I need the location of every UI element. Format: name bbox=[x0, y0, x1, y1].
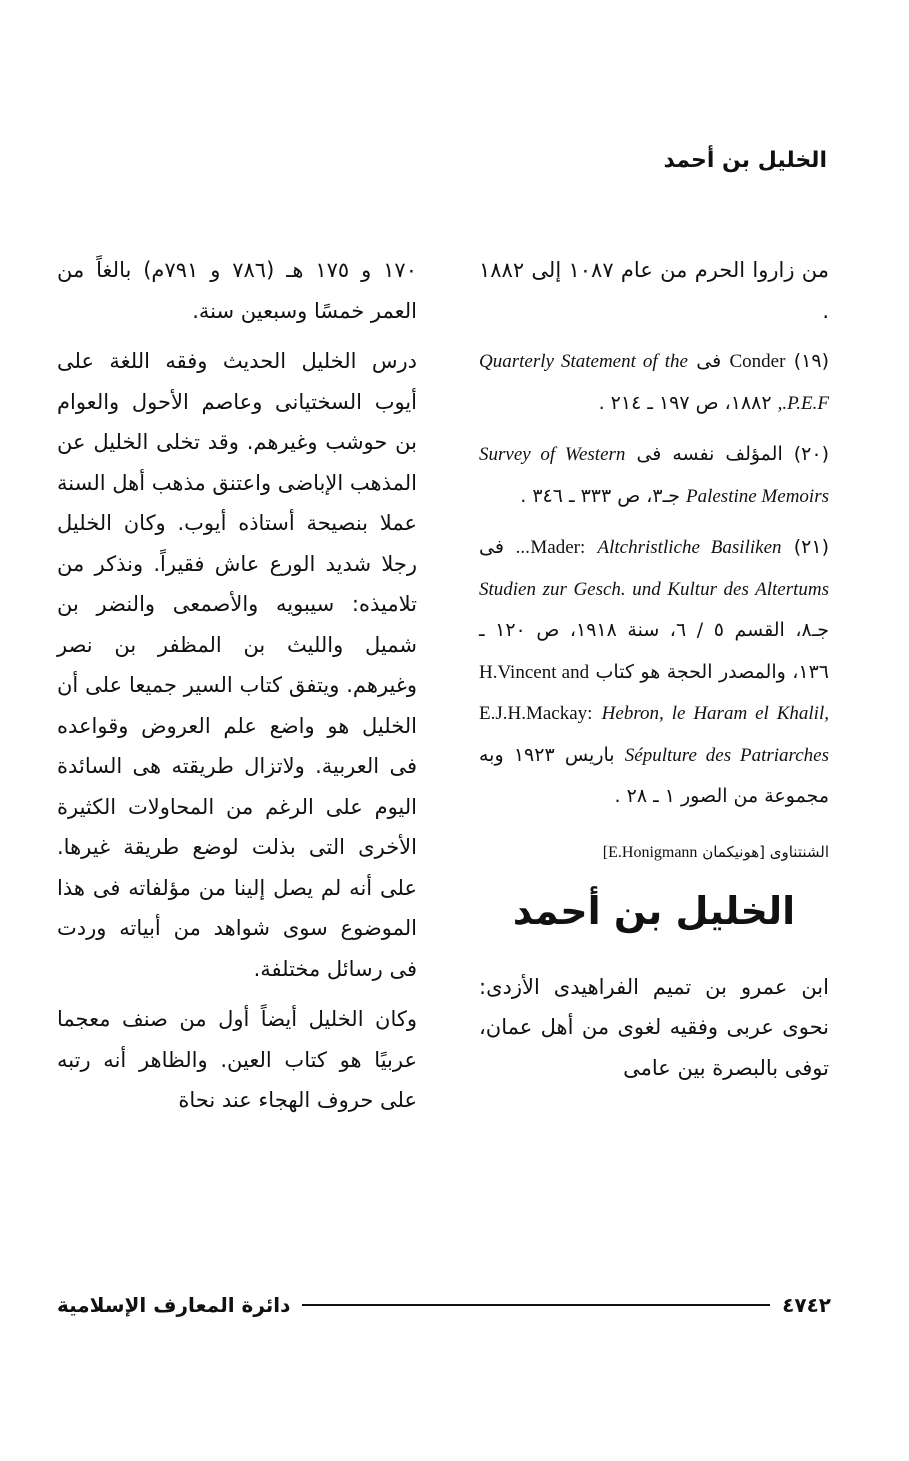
article-title: الخليل بن أحمد bbox=[512, 888, 796, 933]
page-number: ٤٧٤٢ bbox=[782, 1293, 831, 1317]
ref-text: ١٨٨٢، ص ١٩٧ ـ ٢١٤ . bbox=[598, 391, 772, 414]
ref-number: (٢١) bbox=[793, 536, 830, 558]
ref-source: H.Vincent and E.J.H.Mackay: bbox=[479, 661, 593, 724]
intro-paragraph: من زاروا الحرم من عام ١٠٨٧ إلى ١٨٨٢ . bbox=[479, 258, 830, 323]
body-paragraph: ١٧٠ و ١٧٥ هـ (٧٨٦ و ٧٩١م) بالغاً من العمر خمسًا وسبعين سنة. bbox=[57, 258, 417, 323]
ref-text: جـ٣، ص ٣٣٣ ـ ٣٤٦ . bbox=[520, 484, 680, 507]
publication-name: دائرة المعارف الإسلامية bbox=[57, 1293, 291, 1317]
article-intro: ابن عمرو بن تميم الفراهيدى الأزدى: نحوى عربى وفقيه لغوى من أهل عمان، توفى بالبصرة بين عامى bbox=[479, 974, 829, 1080]
ref-title: Hebron, le Haram el Khalil, Sépulture des Patriarches bbox=[601, 703, 829, 766]
ref-number: (٢٠) bbox=[793, 443, 830, 465]
page-footer bbox=[57, 1290, 831, 1320]
signature-arabic: الشنتناوى [هونيكمان bbox=[702, 842, 829, 861]
reference-19 bbox=[479, 341, 829, 424]
ref-title: Altchristliche Basiliken... bbox=[516, 537, 782, 558]
running-header: الخليل بن أحمد bbox=[663, 148, 827, 173]
reference-20 bbox=[479, 434, 829, 517]
ref-title: Studien zur Gesch. und Kultur des Altertums bbox=[479, 578, 829, 600]
ref-number: (١٩) bbox=[793, 350, 829, 372]
body-paragraph: وكان الخليل أيضاً أول من صنف معجما عربيًا هو كتاب العين. والظاهر أنه رتبه على حروف الهجاء عند نحاة bbox=[57, 1007, 417, 1112]
ref-text: فى bbox=[479, 536, 504, 558]
ref-title: Survey of Western Palestine Memoirs bbox=[479, 444, 829, 507]
ref-title: Quarterly Statement of the P.E.F., bbox=[479, 351, 829, 414]
left-column bbox=[57, 250, 417, 1131]
footer-rule bbox=[302, 1304, 770, 1306]
ref-author: Conder bbox=[729, 351, 786, 372]
ref-text: باريس ١٩٢٣ وبه مجموعة من الصور ١ ـ ٢٨ . bbox=[479, 743, 829, 807]
ref-author: Mader: bbox=[530, 537, 586, 558]
body-paragraph: درس الخليل الحديث وفقه اللغة على أيوب السختيانى وعاصم الأحول والعوام بن حوشب وغيرهم. وقد تخلى الخليل عن المذهب الإباضى واعتنق مذهب أهل السنة عملا بنصيحة أستاذه أيوب. وكان الخليل رجلا شديد الورع عاش فقيراً. ونذكر من تلاميذه: سيبويه والأصمعى والنضر بن شميل والليث بن المظفر بن نصر وغيرهم. ويتفق كتاب السير جميعا على أن الخليل هو واضع علم العروض وقواعده فى العربية. ولاتزال طريقته هى السائدة اليوم على الرغم من المحاولات الكثيرة الأخرى التى بذلت لوضع طريقة غيرها. على أنه لم يصل إلينا من مؤلفاته فى هذا الموضوع سوى شواهد من أبياته وردت فى رسائل مختلفة. bbox=[57, 349, 417, 981]
signature-latin: E.Honigmann] bbox=[602, 843, 698, 861]
right-column bbox=[479, 250, 829, 1098]
ref-text: جـ٨، القسم ٥ / ٦، سنة ١٩١٨، ص ١٢٠ ـ ١٣٦، والمصدر الحجة هو كتاب bbox=[479, 619, 829, 683]
author-signature bbox=[479, 840, 829, 865]
ref-text: المؤلف نفسه فى bbox=[636, 443, 783, 465]
ref-text: فى bbox=[696, 350, 722, 372]
reference-21 bbox=[479, 527, 829, 818]
